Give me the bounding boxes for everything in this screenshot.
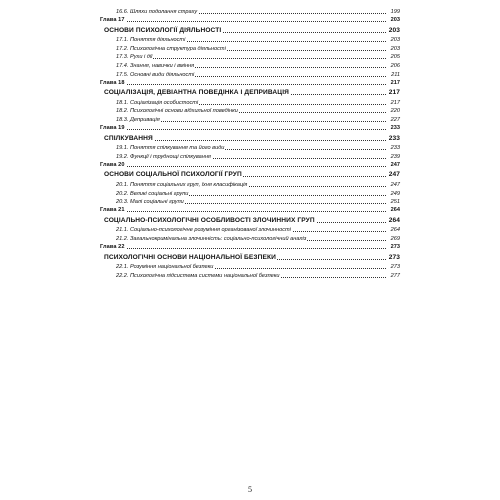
toc-chapter-row — [100, 243, 400, 251]
toc-entry-title: 17.3. Рухи і дії — [116, 54, 153, 61]
toc-entry-page: 264 — [390, 207, 400, 214]
toc-sub-row — [116, 107, 400, 115]
toc-entry-page: 269 — [390, 236, 400, 242]
toc-entry-title: ОСНОВИ СОЦІАЛЬНОЇ ПСИХОЛОГІЇ ГРУП — [104, 171, 242, 179]
toc-entry-page: 206 — [390, 63, 400, 69]
toc-entry-title: Глава 20 — [100, 162, 125, 168]
toc-entry-page: 203 — [388, 26, 400, 34]
toc-entry-title: Глава 18 — [100, 79, 125, 86]
toc-chapter-row — [100, 124, 400, 132]
toc-entry-title: 21.1. Соціально-психологічне розуміння організованої злочинності — [116, 227, 291, 234]
toc-entry-page: 217 — [390, 79, 400, 86]
toc-sub-row — [116, 153, 400, 161]
leader-dots — [100, 248, 386, 249]
toc-entry-page: 247 — [390, 182, 400, 188]
toc-entry-page: 273 — [388, 253, 400, 261]
toc-sub-row — [116, 235, 400, 243]
toc-entry-page: 233 — [390, 145, 400, 152]
toc-entry-title: 20.3. Малі соціальні групи — [116, 199, 184, 206]
toc-entry-title: ПСИХОЛОГІЧНІ ОСНОВИ НАЦІОНАЛЬНОЇ БЕЗПЕКИ — [104, 253, 276, 261]
toc-entry-page: 251 — [390, 199, 400, 206]
toc-section-row — [104, 89, 400, 97]
leader-dots — [116, 58, 386, 59]
toc-section-row — [104, 171, 400, 179]
toc-sub-row — [116, 263, 400, 271]
toc-entry-title: СОЦІАЛІЗАЦІЯ, ДЕВІАНТНА ПОВЕДІНКА І ДЕПРИВАЦІЯ — [104, 89, 289, 97]
toc-entry-page: 199 — [390, 9, 400, 15]
toc-entry-title: 17.2. Психологічна структура діяльності — [116, 45, 226, 52]
toc-entry-title: 18.1. Соціалізація особистості — [116, 99, 199, 106]
toc-entry-title: СПІЛКУВАННЯ — [104, 134, 153, 142]
toc-chapter-row — [100, 79, 400, 87]
toc-entry-page: 220 — [390, 108, 400, 115]
toc-entry-title: 22.2. Психологічна підсистема системи національної безпеки — [116, 272, 280, 279]
toc-entry-title: 17.5. Основні види діяльності — [116, 71, 195, 78]
toc-entry-page: 211 — [391, 71, 400, 78]
toc-sub-row — [116, 272, 400, 280]
toc-entry-title: ОСНОВИ ПСИХОЛОГІЇ ДІЯЛЬНОСТІ — [104, 26, 222, 34]
toc-sub-row — [116, 53, 400, 61]
toc-entry-page: 233 — [390, 125, 400, 132]
toc-entry-page: 217 — [390, 99, 400, 106]
toc-entry-page: 249 — [390, 190, 400, 197]
toc-sub-row — [116, 116, 400, 124]
toc-sub-row — [116, 226, 400, 234]
toc-entry-title: Глава 21 — [100, 207, 125, 214]
toc-section-row — [104, 217, 400, 225]
toc-entry-page: 233 — [388, 134, 400, 142]
toc-entry-page: 217 — [388, 89, 400, 97]
toc-entry-page: 239 — [390, 153, 400, 160]
toc-section-row — [104, 135, 400, 143]
toc-entry-page: 277 — [390, 272, 400, 279]
toc-entry-title: 18.3. Депривація — [116, 117, 160, 123]
leader-dots — [100, 211, 386, 212]
toc-entry-title: Глава 17 — [100, 17, 125, 24]
toc-sub-row — [116, 198, 400, 206]
toc-entry-title: 18.2. Психологічні основи відхильної поведінки — [116, 108, 238, 115]
toc-entry-title: 20.2. Великі соціальні групи — [116, 190, 189, 197]
toc-entry-title: 16.6. Шляхи подолання страху — [116, 9, 198, 15]
toc-sub-row — [116, 181, 400, 189]
leader-dots — [100, 166, 386, 167]
toc-entry-title: Глава 19 — [100, 125, 125, 132]
toc-chapter-row — [100, 161, 400, 169]
toc-sub-row — [116, 144, 400, 152]
toc-entry-page: 203 — [390, 37, 400, 44]
toc-entry-title: СОЦІАЛЬНО-ПСИХОЛОГІЧНІ ОСОБЛИВОСТІ ЗЛОЧИННИХ ГРУП — [104, 216, 315, 224]
toc-sub-row — [116, 62, 400, 70]
leader-dots — [100, 129, 386, 130]
toc-entry-page: 227 — [390, 117, 400, 123]
toc-entry-page: 264 — [388, 216, 400, 224]
leader-dots — [100, 21, 386, 22]
toc-sub-row — [116, 71, 400, 79]
toc-entry-page: 205 — [390, 54, 400, 61]
toc-entry-title: 22.1. Розуміння національної безпеки — [116, 264, 214, 271]
toc-entry-page: 247 — [390, 162, 400, 168]
toc-entry-page: 203 — [390, 45, 400, 52]
toc-entry-title: 19.2. Функції і труднощі спілкування — [116, 153, 211, 160]
toc-sub-row — [116, 8, 400, 16]
toc-entry-title: 20.1. Поняття соціальних груп, їхня класифікація — [116, 182, 248, 188]
page-number: 5 — [248, 485, 252, 494]
toc-entry-title: 19.1. Поняття спілкування та його види — [116, 145, 225, 152]
toc-entry-title: 21.2. Загальнокримінальна злочинність: соціально-психологічний аналіз — [116, 236, 307, 242]
toc-entry-page: 247 — [388, 171, 400, 179]
leader-dots — [100, 84, 386, 85]
toc-entry-page: 203 — [390, 17, 400, 24]
toc-entry-title: 17.1. Поняття діяльності — [116, 37, 186, 44]
toc-section-row — [104, 254, 400, 262]
toc-entry-page: 273 — [390, 264, 400, 271]
toc-chapter-row — [100, 206, 400, 214]
toc-chapter-row — [100, 16, 400, 24]
toc-sub-row — [116, 190, 400, 198]
toc-sub-row — [116, 36, 400, 44]
toc-entry-page: 273 — [390, 244, 400, 251]
toc-entry-page: 264 — [390, 227, 400, 234]
toc-entry-title: Глава 22 — [100, 244, 125, 251]
toc-sub-row — [116, 99, 400, 107]
toc-section-row — [104, 27, 400, 35]
toc-entry-title: 17.4. Знання, навички і вміння — [116, 63, 195, 69]
toc-sub-row — [116, 45, 400, 53]
